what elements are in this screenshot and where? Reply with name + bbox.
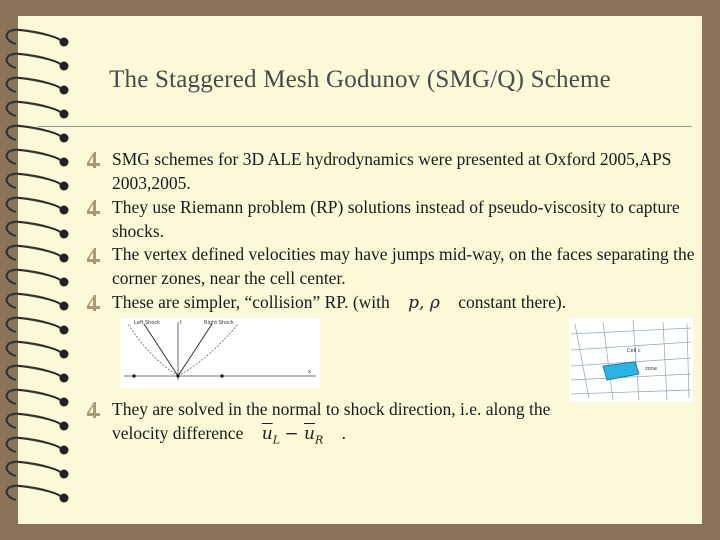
x-axis-label: x	[308, 369, 311, 375]
left-shock-label: Left Shock	[134, 320, 161, 326]
bullet-icon	[86, 151, 102, 169]
slide-title: The Staggered Mesh Godunov (SMG/Q) Scheme	[109, 66, 611, 93]
bullet-icon	[86, 247, 102, 265]
zone-label: zone	[645, 366, 657, 372]
bullet-icon	[86, 199, 102, 217]
bullet-text: SMG schemes for 3D ALE hydrodynamics were presented at Oxford 2005,APS 2003,2005.	[112, 149, 672, 193]
riemann-wave-diagram	[120, 318, 320, 388]
bullet5-line1: They are solved in the normal to shock direction, i.e. along the	[112, 399, 551, 419]
minus-symbol: −	[284, 423, 305, 444]
mesh-zone-diagram	[569, 318, 693, 402]
bullet4-suffix: constant there).	[458, 292, 567, 312]
title-divider	[38, 126, 692, 127]
velocity-right-symbol: $\overline{u}$	[304, 423, 315, 444]
velocity-right-subscript: R	[314, 433, 324, 446]
bullet-text	[112, 398, 702, 452]
bullet-text: They use Riemann problem (RP) solutions instead of pseudo-viscosity to capture shocks.	[112, 197, 680, 241]
velocity-left-symbol: $\overline{u}$	[261, 423, 273, 444]
cell-label: Cell c	[627, 348, 641, 354]
bullet-text	[112, 291, 702, 316]
velocity-left-subscript: L	[272, 433, 280, 446]
right-shock-label: Right Shock	[204, 320, 234, 326]
bullet-text: The vertex defined velocities may have jumps mid-way, on the faces separating the corner zones, near the cell center.	[112, 244, 695, 288]
bullet-icon	[86, 294, 102, 312]
pressure-density-symbol: p, ρ	[408, 293, 440, 313]
sentence-period: .	[341, 422, 347, 443]
bullet-icon	[86, 401, 102, 419]
t-axis-label: t	[180, 320, 182, 326]
bullet4-prefix: These are simpler, “collision” RP. (with	[112, 292, 390, 312]
bullet5-line2-prefix: velocity difference	[112, 422, 244, 443]
bullet5-line2	[112, 422, 702, 452]
